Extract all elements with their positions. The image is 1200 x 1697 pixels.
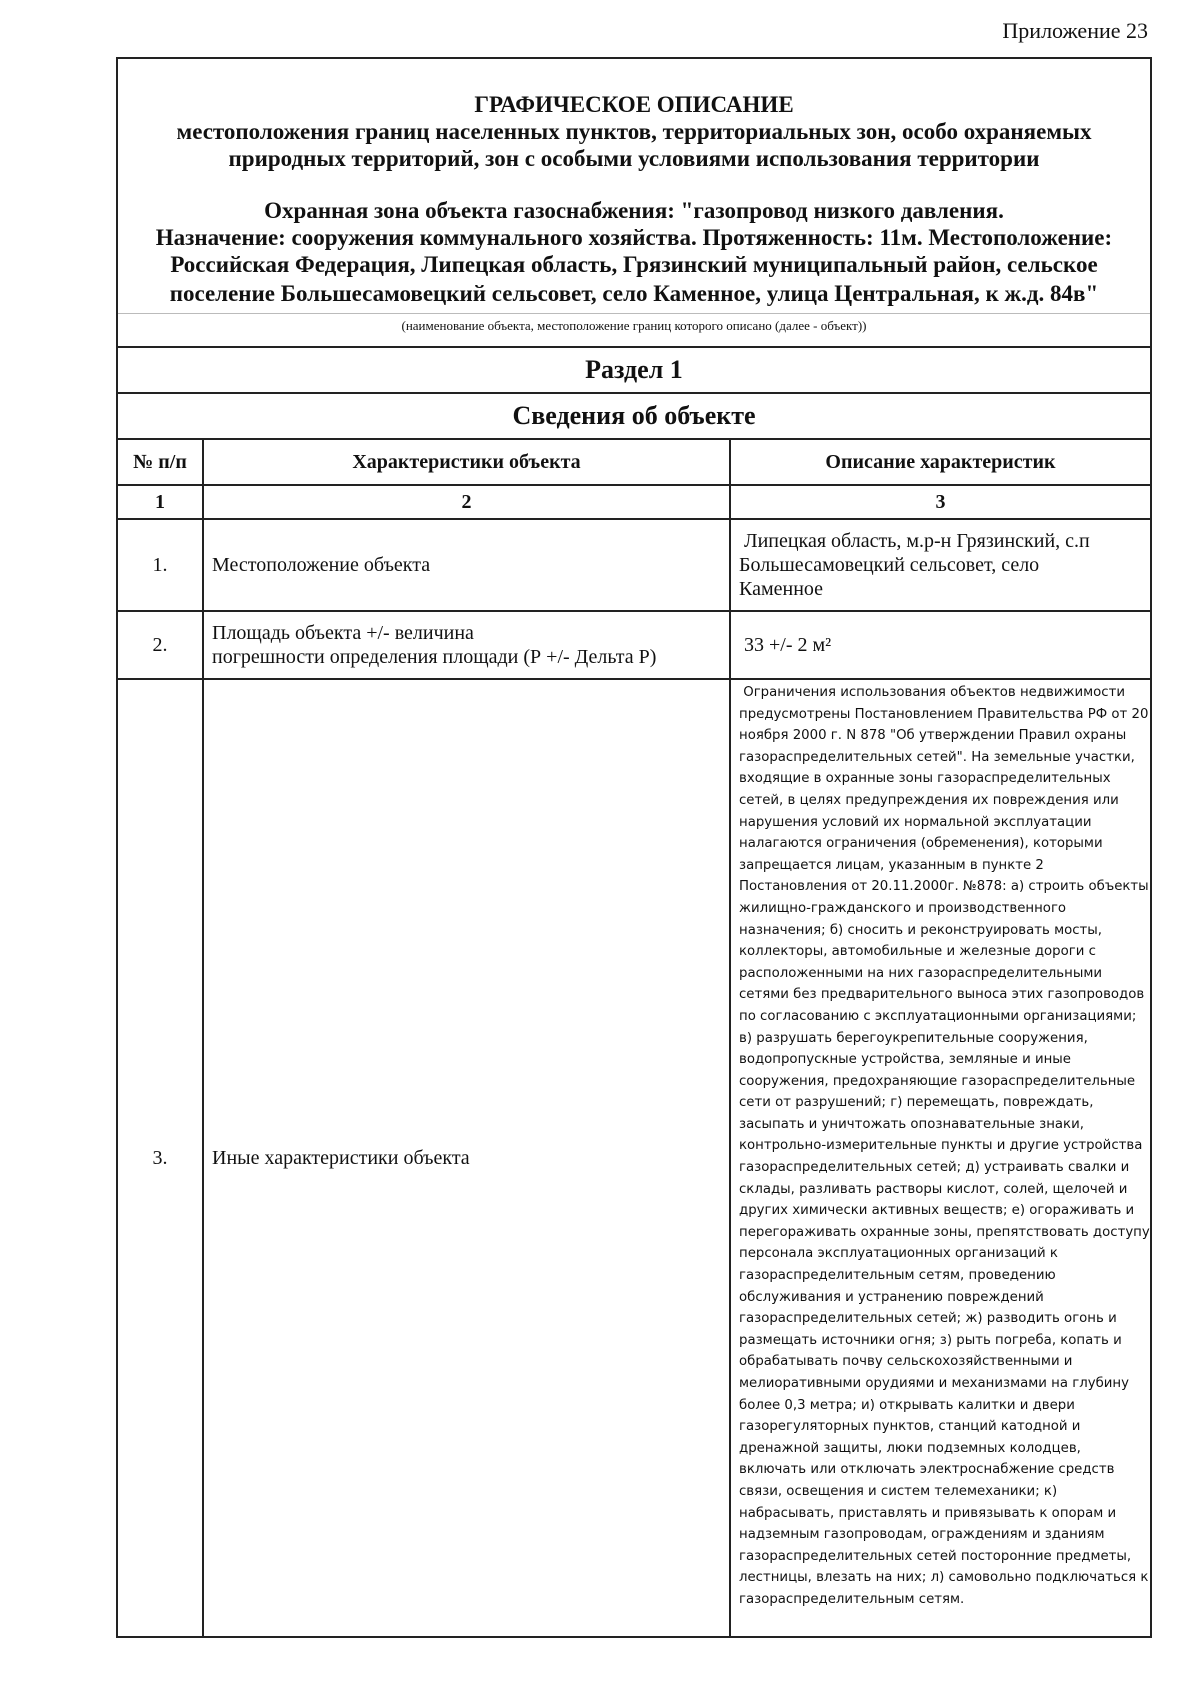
restrictions-line: дренажной защиты, люки подземных колодцев, [739, 1440, 1081, 1456]
restrictions-line: нарушения условий их нормальной эксплуатации [739, 814, 1092, 830]
restrictions-line: персонала эксплуатационных организаций к [739, 1246, 1058, 1262]
row-number: 1. [118, 519, 203, 611]
column-number-cell: 1 [118, 485, 203, 519]
row-value-restrictions [730, 679, 1150, 1636]
column-number-cell: 3 [730, 485, 1150, 519]
row-label [203, 611, 730, 679]
table-header-row [118, 440, 1150, 485]
restrictions-line: входящие в охранные зоны газораспределительных [739, 771, 1111, 787]
restrictions-line: обрабатывать почву сельскохозяйственными и [739, 1354, 1073, 1370]
restrictions-line: газораспределительных сетей посторонние предметы, [739, 1548, 1132, 1564]
table-row [118, 611, 1150, 679]
restrictions-line: газорегуляторных пунктов, станций катодной и [739, 1419, 1081, 1435]
restrictions-line: коллекторы, автомобильные и железные дороги с [739, 944, 1096, 960]
document-sheet [116, 57, 1152, 1638]
restrictions-line: более 0,3 метра; и) открывать калитки и двери [739, 1397, 1075, 1413]
table-header-cell: № п/п [118, 440, 203, 485]
restrictions-line: связи, освещения и систем телемеханики; к) [739, 1483, 1058, 1499]
row-value-line: Большесамовецкий сельсовет, село [739, 554, 1040, 576]
object-caption: (наименование объекта, местоположение границ которого описано (далее - объект)) [118, 314, 1150, 348]
restrictions-line: газораспределительных сетей; д) устраивать свалки и [739, 1160, 1130, 1176]
row-label-line: погрешности определения площади (Р +/- Дельта Р) [212, 646, 657, 668]
table-header-cell: Характеристики объекта [203, 440, 730, 485]
restrictions-line: газораспределительным сетям, проведению [739, 1268, 1056, 1284]
row-value: 33 +/- 2 м² [730, 611, 1150, 679]
restrictions-line: газораспределительных сетей; ж) разводить огонь и [739, 1311, 1117, 1327]
restrictions-line: сети от разрушений; г) перемещать, повреждать, [739, 1095, 1094, 1111]
row-value-line: Каменное [739, 578, 824, 600]
restrictions-line: запрещается лицам, указанным в пункте 2 [739, 857, 1044, 873]
appendix-label: Приложение 23 [1002, 18, 1148, 43]
section-title: Сведения об объекте [118, 394, 1150, 440]
restrictions-line: обслуживания и устранению повреждений [739, 1289, 1044, 1305]
document-header [118, 59, 1150, 314]
section-number: Раздел 1 [118, 348, 1150, 394]
row-number: 2. [118, 611, 203, 679]
restrictions-line: назначения; б) сносить и реконструировать мосты, [739, 922, 1103, 938]
restrictions-line: перегораживать охранные зоны, препятствовать доступу [739, 1224, 1150, 1240]
restrictions-line: других химически активных веществ; е) огораживать и [739, 1203, 1135, 1219]
restrictions-line: газораспределительным сетям. [739, 1591, 965, 1607]
restrictions-line: надземным газопроводам, ограждениям и зданиям [739, 1527, 1105, 1543]
column-number-cell: 2 [203, 485, 730, 519]
restrictions-line: по согласованию с эксплуатационными организациями; [739, 1008, 1137, 1024]
restrictions-line: сооружения, предохраняющие газораспределительные [739, 1073, 1136, 1089]
row-label: Местоположение объекта [203, 519, 730, 611]
row-value [730, 519, 1150, 611]
restrictions-line: набрасывать, приставлять и привязывать к опорам и [739, 1505, 1117, 1521]
document-title: ГРАФИЧЕСКОЕ ОПИСАНИЕ [474, 92, 794, 117]
object-name-line-1: Охранная зона объекта газоснабжения: "газопровод низкого давления. [264, 198, 1004, 223]
restrictions-line: сетями без предварительного выноса этих газопроводов [739, 987, 1145, 1003]
restrictions-line: контрольно-измерительные пункты и другие устройства [739, 1138, 1143, 1154]
restrictions-line: Постановления от 20.11.2000г. №878: а) строить объекты [739, 879, 1149, 895]
restrictions-line: предусмотрены Постановлением Правительства РФ от 20 [739, 706, 1149, 722]
restrictions-line: водопропускные устройства, земляные и иные [739, 1052, 1071, 1068]
restrictions-line: сетей, в целях предупреждения их повреждения или [739, 792, 1119, 808]
document-subtitle-line-2: природных территорий, зон с особыми условиями использования территории [228, 146, 1040, 171]
row-value-line: Липецкая область, м.р-н Грязинский, с.п [739, 530, 1090, 552]
restrictions-line: мелиоративными орудиями и механизмами на глубину [739, 1376, 1129, 1391]
table-row [118, 679, 1150, 1636]
restrictions-line: газораспределительных сетей". На земельные участки, [739, 749, 1135, 765]
document-subtitle-line-1: местоположения границ населенных пунктов, территориальных зон, особо охраняемых [176, 119, 1092, 144]
restrictions-line: засыпать и уничтожать опознавательные знаки, [739, 1116, 1084, 1132]
restrictions-line: размещать источники огня; з) рыть погреба, копать и [739, 1332, 1122, 1348]
restrictions-line: Ограничения использования объектов недвижимости [739, 685, 1125, 700]
object-name-line-4: поселение Большесамовецкий сельсовет, село Каменное, улица Центральная, к ж.д. 84в" [118, 280, 1150, 314]
restrictions-line: ноября 2000 г. N 878 "Об утверждении Правил охраны [739, 728, 1127, 744]
row-label-line: Площадь объекта +/- величина [212, 622, 474, 644]
table-row [118, 519, 1150, 611]
restrictions-line: в) разрушать берегоукрепительные сооружения, [739, 1030, 1088, 1046]
restrictions-line: включать или отключать электроснабжение средств [739, 1462, 1115, 1478]
restrictions-line: налагаются ограничения (обременения), которыми [739, 836, 1103, 852]
object-info-table [118, 440, 1150, 1636]
restrictions-text [739, 680, 1150, 1611]
table-header-cell: Описание характеристик [730, 440, 1150, 485]
object-name-line-3: Российская Федерация, Липецкая область, Грязинский муниципальный район, сельское [170, 252, 1098, 277]
restrictions-line: склады, разливать растворы кислот, солей, щелочей и [739, 1181, 1128, 1197]
row-number: 3. [118, 679, 203, 1636]
object-name-line-2: Назначение: сооружения коммунального хозяйства. Протяженность: 11м. Местоположение: [155, 225, 1113, 250]
restrictions-line: расположенными на них газораспределительными [739, 965, 1103, 981]
table-column-numbers-row [118, 485, 1150, 519]
row-label: Иные характеристики объекта [203, 679, 730, 1636]
object-name [134, 197, 1134, 314]
restrictions-line: лестницы, влезать на них; л) самовольно подключаться к [739, 1570, 1149, 1586]
restrictions-line: жилищно-гражданского и производственного [739, 900, 1067, 916]
